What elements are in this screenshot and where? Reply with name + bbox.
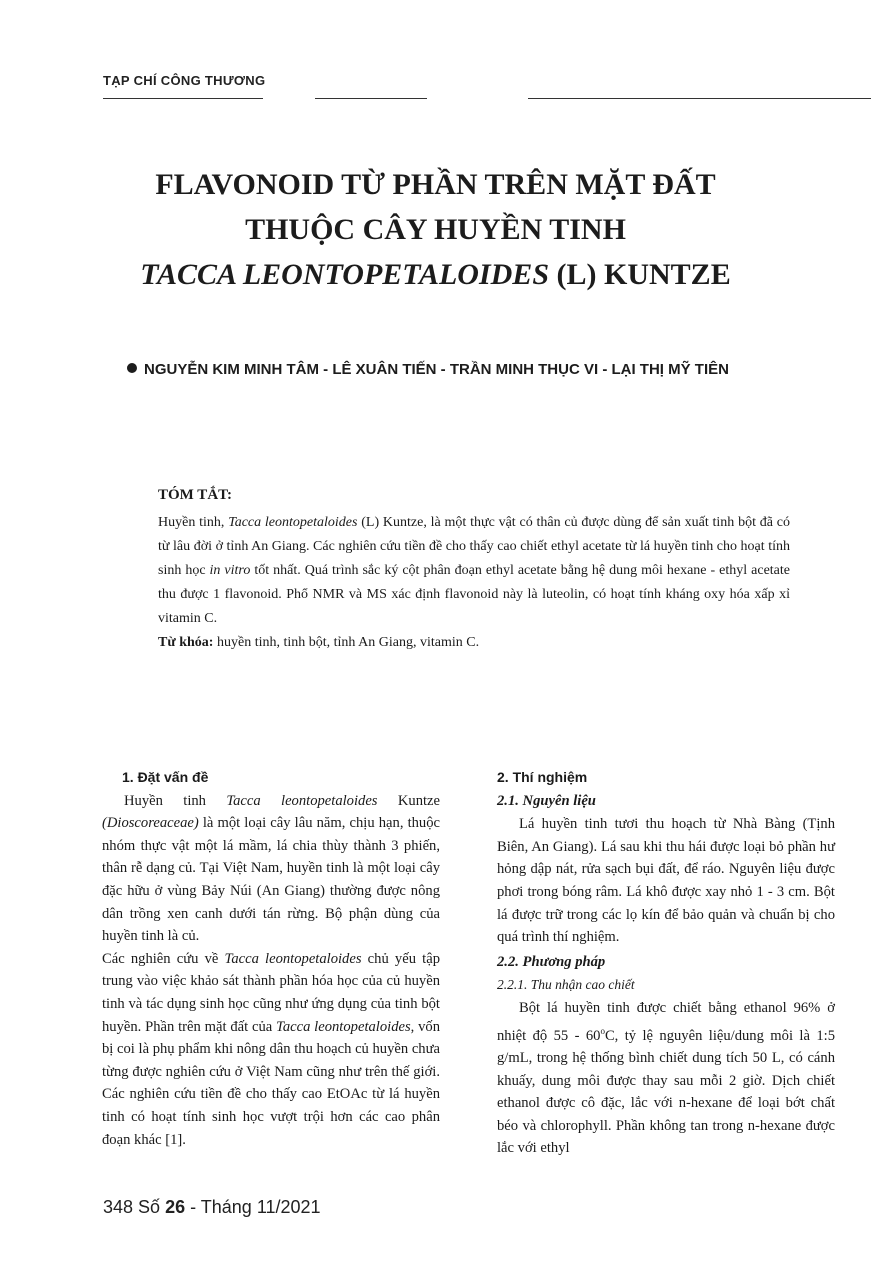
abstract [158, 483, 790, 655]
subsection-heading: 2.2. Phương pháp [497, 953, 606, 970]
text: là một loại cây lâu năm, chịu hạn, thuộc nhóm thực vật một lá mầm, lá chia thùy thành 3 phiến, thân rễ dạng củ. Tại Việt Nam, huyền tinh là một loại cây đặc hữu ở vùng Bảy Núi (An Giang) thường được nông dân trồng xen canh dưới tán rừng. Bộ phận dùng của huyền tinh là củ. [102, 815, 440, 945]
page-footer [103, 1197, 321, 1218]
keywords-text: huyền tinh, tinh bột, tỉnh An Giang, vitamin C. [213, 635, 480, 650]
text: chủ yếu tập trung vào việc khảo sát thành phần hóa học của củ huyền tinh và tác dụng sinh học cũng như ứng dụng của tinh bột huyền. Phần trên mặt đất của [102, 950, 440, 1035]
bullet-icon [127, 363, 137, 373]
species-name: Tacca leontopetaloides [226, 792, 378, 809]
abstract-text: (L) Kuntze, là một thực vật có thân củ được dùng để sản xuất tinh bột đã có từ lâu đời ở tỉnh An Giang. Các nghiên cứu tiền đề cho thấy cao chiết ethyl acetate từ lá huyền tinh cho hoạt tính sinh học [158, 515, 790, 578]
left-column [102, 766, 440, 1151]
subsection-heading: 2.1. Nguyên liệu [497, 792, 596, 809]
text: C, tỷ lệ nguyên liệu/dung môi là 1:5 g/mL, trong hệ thống bình chiết dung tích 50 L, có cánh khuấy, dung môi được thay sau mỗi 2 giờ. Dịch chiết ethanol được cô đặc, lắc với n-hexane để loại bớt chất béo và chlorophyll. Phần không tan trong n-hexane được lắc với ethyl [497, 1027, 835, 1157]
species-name: Tacca leontopetaloides [224, 950, 362, 967]
abstract-in-vitro: in vitro [209, 563, 251, 578]
author-list [127, 361, 729, 378]
text: Bột lá huyền tinh được chiết bằng ethanol 96% ở nhiệt độ 55 - 60 [497, 999, 835, 1044]
title-authority: (L) KUNTZE [549, 258, 731, 291]
paragraph [102, 790, 440, 948]
issue-label: Số [133, 1197, 166, 1217]
abstract-body [158, 511, 790, 631]
paragraph: Lá huyền tinh tươi thu hoạch từ Nhà Bàng (Tịnh Biên, An Giang). Lá sau khi thu hái được loại bỏ phần hư hỏng dập nát, rửa sạch bụi đất, để ráo. Nguyên liệu được phơi trong bóng râm. Lá khô được xay nhỏ 1 - 3 cm. Bột lá được trữ trong các lọ kín để bảo quản và chuẩn bị cho quá trình thí nghiệm. [497, 816, 835, 946]
title-line-3 [0, 252, 871, 297]
title-species: TACCA LEONTOPETALOIDES [140, 258, 550, 291]
header-rule-3 [528, 98, 871, 99]
abstract-text: Huyền tinh, [158, 515, 229, 530]
title-line-1: FLAVONOID TỪ PHẦN TRÊN MẶT ĐẤT [155, 168, 716, 201]
text: Kuntze [377, 792, 441, 809]
section-heading-1: 1. Đặt vấn đề [122, 769, 209, 785]
degree-sup: o [600, 1025, 605, 1036]
article-title [0, 162, 871, 297]
text: , vốn bị coi là phụ phẩm khi nông dân thu hoạch củ huyền chưa từng được nghiên cứu ở Việt Nam cũng như trên thế giới. Các nghiên cứu tiền đề cho thấy cao EtOAc từ lá huyền tinh có hoạt tính sinh học vượt trội hơn các cao phân đoạn khác [1]. [102, 1018, 441, 1148]
text: Huyền tinh [124, 792, 227, 809]
header-rule-2 [315, 98, 427, 99]
abstract-species: Tacca leontopetaloides [228, 515, 358, 530]
issue-date: - Tháng 11/2021 [185, 1197, 321, 1217]
paragraph [497, 997, 835, 1160]
title-line-2: THUỘC CÂY HUYỀN TINH [245, 213, 626, 246]
section-heading-2: 2. Thí nghiệm [497, 769, 588, 785]
keywords [158, 631, 790, 655]
issue-number: 26 [165, 1197, 186, 1217]
species-name: Tacca leontopetaloides [276, 1018, 411, 1035]
authors-text: NGUYỄN KIM MINH TÂM - LÊ XUÂN TIẾN - TRẦN MINH THỤC VI - LẠI THỊ MỸ TIÊN [144, 361, 729, 378]
abstract-text: tốt nhất. Quá trình sắc ký cột phân đoạn ethyl acetate bằng hệ dung môi hexane - ethyl acetate thu được 1 flavonoid. Phổ NMR và MS xác định flavonoid này là luteolin, có hoạt tính kháng oxy hóa xấp xỉ vitamin C. [158, 563, 791, 626]
journal-name: TẠP CHÍ CÔNG THƯƠNG [103, 73, 266, 88]
family-name: (Dioscoreaceae) [102, 815, 199, 832]
text: Các nghiên cứu về [102, 950, 225, 967]
subsubsection-heading: 2.2.1. Thu nhận cao chiết [497, 977, 635, 993]
right-column [497, 766, 835, 1160]
header-rule-1 [103, 98, 263, 99]
page-number: 348 [103, 1197, 134, 1217]
abstract-heading: TÓM TẮT: [158, 487, 233, 503]
keywords-label: Từ khóa: [158, 635, 214, 650]
paragraph [102, 948, 440, 1151]
